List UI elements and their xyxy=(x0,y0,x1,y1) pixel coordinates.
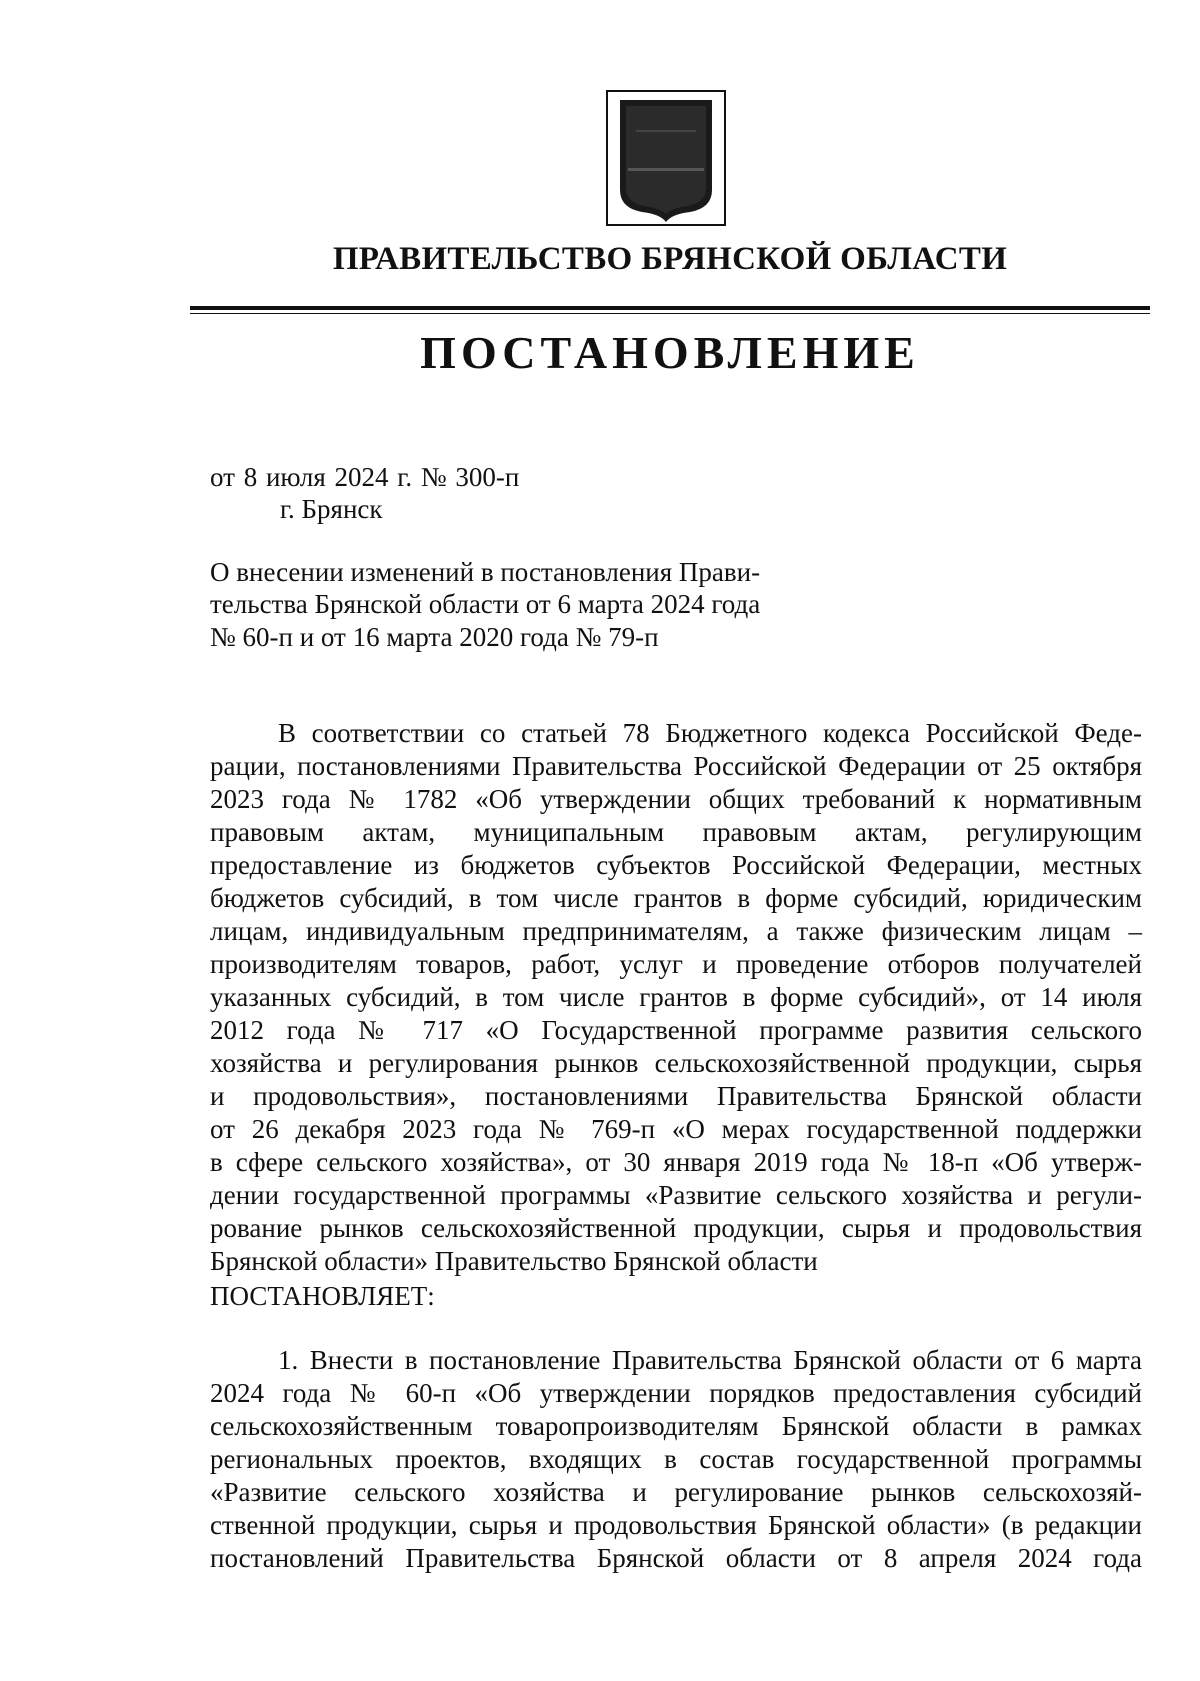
preamble-line: хозяйства и регулирования рынков сельскохозяйственной продукции, сырья xyxy=(210,1048,1142,1078)
item-1-paragraph xyxy=(210,1345,1142,1585)
subject-line: О внесении изменений в постановления Прави- xyxy=(210,557,761,587)
preamble-line: 2012 года № 717 «О Государственной программе развития сельского xyxy=(210,1015,1142,1045)
item-1-line: ственной продукции, сырья и продовольствия Брянской области» (в редакции xyxy=(210,1510,1142,1540)
item-1-line: 2024 года № 60-п «Об утверждении порядков предоставления субсидий xyxy=(210,1378,1142,1408)
item-1-line: сельскохозяйственным товаропроизводителям Брянской области в рамках xyxy=(210,1411,1142,1441)
item-1-line: постановлений Правительства Брянской области от 8 апреля 2024 года xyxy=(210,1543,1142,1573)
resolves-heading: ПОСТАНОВЛЯЕТ: xyxy=(210,1281,435,1311)
preamble-line: дении государственной программы «Развитие сельского хозяйства и регули- xyxy=(210,1180,1142,1210)
item-1-line: региональных проектов, входящих в состав государственной программы xyxy=(210,1444,1142,1474)
preamble-line: от 26 декабря 2023 года № 769-п «О мерах государственной поддержки xyxy=(210,1114,1142,1144)
preamble-line: производителям товаров, работ, услуг и проведение отборов получателей xyxy=(210,949,1142,979)
item-1-line: «Развитие сельского хозяйства и регулирование рынков сельскохозяй- xyxy=(210,1477,1142,1507)
preamble-line: предоставление из бюджетов субъектов Российской Федерации, местных xyxy=(210,850,1142,880)
preamble-line: указанных субсидий, в том числе грантов в форме субсидий», от 14 июля xyxy=(210,982,1142,1012)
preamble-line: В соответствии со статьей 78 Бюджетного кодекса Российской Феде- xyxy=(278,718,1142,748)
preamble-line: бюджетов субсидий, в том числе грантов в форме субсидий, юридическим xyxy=(210,883,1142,913)
government-title: ПРАВИТЕЛЬСТВО БРЯНСКОЙ ОБЛАСТИ xyxy=(332,241,1008,277)
document-type-title: ПОСТАНОВЛЕНИЕ xyxy=(420,327,920,378)
preamble-paragraph xyxy=(210,718,1142,1276)
preamble-line: Брянской области» Правительство Брянской области xyxy=(210,1246,818,1276)
header-divider-thin xyxy=(190,313,1150,314)
document-date-number: от 8 июля 2024 г. № 300-п xyxy=(210,462,520,492)
header-divider-thick xyxy=(190,306,1150,310)
preamble-line: 2023 года № 1782 «Об утверждении общих требований к нормативным xyxy=(210,784,1142,814)
preamble-line: рации, постановлениями Правительства Российской Федерации от 25 октября xyxy=(210,751,1142,781)
coat-of-arms-emblem-icon xyxy=(606,90,726,226)
subject-line: № 60-п и от 16 марта 2020 года № 79-п xyxy=(210,622,659,652)
subject-line: тельства Брянской области от 6 марта 2024 года xyxy=(210,589,761,619)
preamble-line: рование рынков сельскохозяйственной продукции, сырья и продовольствия xyxy=(210,1213,1142,1243)
preamble-line: в сфере сельского хозяйства», от 30 января 2019 года № 18-п «Об утверж- xyxy=(210,1147,1142,1177)
document-city: г. Брянск xyxy=(280,494,383,524)
preamble-line: и продовольствия», постановлениями Правительства Брянской области xyxy=(210,1081,1142,1111)
preamble-line: лицам, индивидуальным предпринимателям, а также физическим лицам – xyxy=(210,916,1142,946)
preamble-line: правовым актам, муниципальным правовым актам, регулирующим xyxy=(210,817,1142,847)
item-1-line: 1. Внести в постановление Правительства Брянской области от 6 марта xyxy=(278,1345,1142,1375)
